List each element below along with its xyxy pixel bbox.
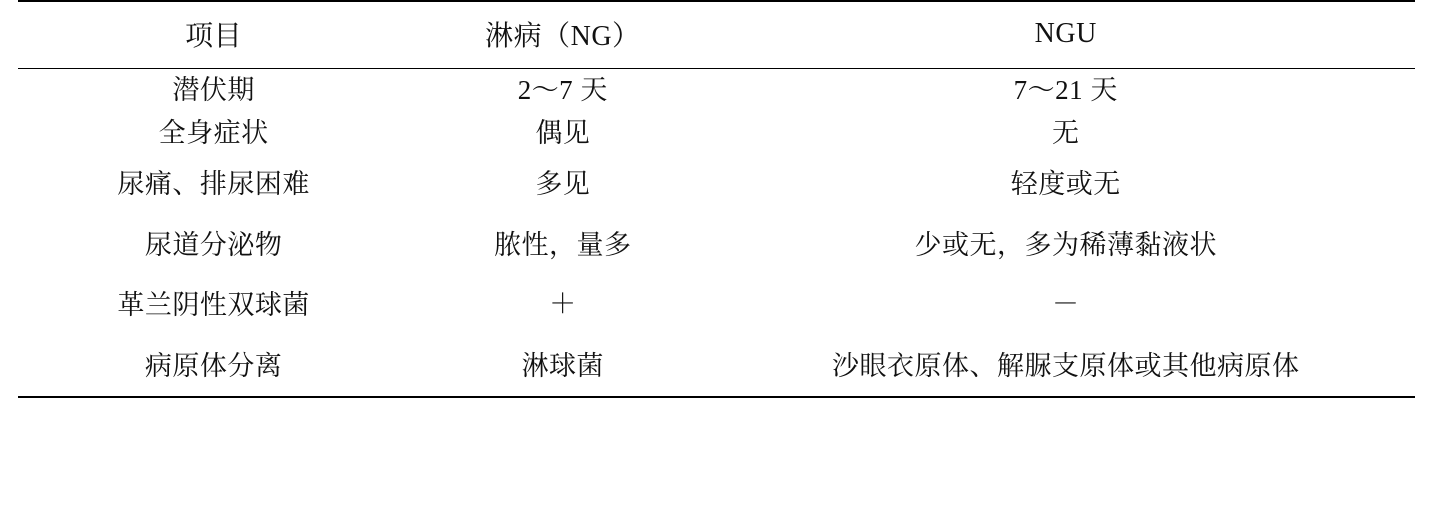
table-row	[18, 275, 1415, 336]
cell-ngu: 沙眼衣原体、解脲支原体或其他病原体	[831, 350, 1300, 381]
column-header-item: 项目	[185, 21, 243, 52]
cell-ng: ＋	[549, 289, 577, 321]
cell-item: 尿道分泌物	[144, 229, 283, 260]
column-header-ngu: NGU	[1034, 18, 1097, 49]
cell-ngu: －	[1051, 289, 1080, 321]
cell-ngu: 无	[1051, 117, 1080, 148]
cell-ng: 脓性，量多	[494, 229, 632, 260]
table-header	[18, 1, 1415, 69]
cell-ngu: 少或无，多为稀薄黏液状	[914, 229, 1217, 260]
cell-ng: 2～7 天	[517, 75, 608, 105]
cell-ng: 多见	[535, 169, 591, 200]
comparison-table	[18, 0, 1415, 398]
table-header-row	[18, 1, 1415, 69]
cell-ngu: 7～21 天	[1013, 75, 1118, 105]
column-header-ng: 淋病（NG）	[485, 21, 641, 52]
cell-item: 革兰阴性双球菌	[117, 290, 310, 321]
cell-item: 尿痛、排尿困难	[117, 169, 310, 200]
cell-ng: 淋球菌	[521, 350, 605, 381]
table-row	[18, 154, 1415, 215]
cell-ngu: 轻度或无	[1010, 169, 1121, 200]
table-row	[18, 69, 1415, 112]
cell-item: 潜伏期	[172, 75, 255, 105]
table-body	[18, 69, 1415, 398]
cell-ng: 偶见	[535, 117, 591, 148]
cell-item: 全身症状	[158, 117, 269, 148]
table-row	[18, 336, 1415, 398]
table-row	[18, 215, 1415, 276]
cell-item: 病原体分离	[144, 350, 283, 381]
table-row	[18, 112, 1415, 155]
